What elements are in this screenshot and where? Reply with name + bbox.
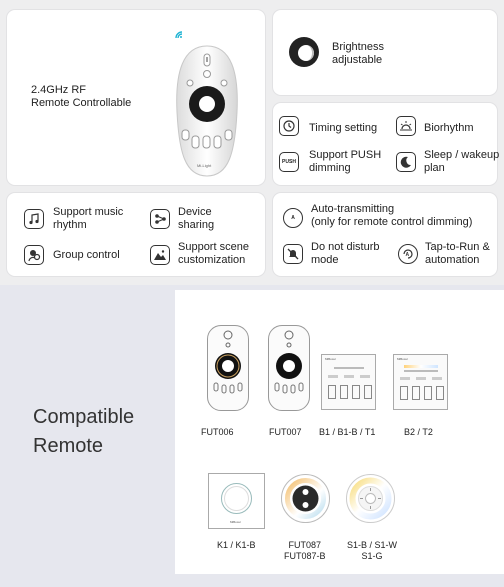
- push-line1: Support PUSH: [309, 149, 382, 161]
- music-note-icon: [24, 209, 44, 229]
- dnd-line2: mode: [311, 254, 339, 266]
- b1-caption: B1 / B1-B / T1: [319, 427, 376, 437]
- svg-text:A: A: [405, 252, 410, 258]
- s1-caption-line2: S1-G: [361, 551, 383, 561]
- k1-caption: K1 / K1-B: [217, 540, 256, 550]
- mountain-icon: [150, 245, 170, 265]
- tap-line1: Tap-to-Run &: [425, 241, 490, 253]
- brightness-card: [273, 10, 497, 95]
- compatible-title-line1: Compatible: [33, 406, 135, 428]
- b1-brand: MiBoxer: [325, 357, 337, 361]
- fut007-caption: FUT007: [269, 427, 302, 437]
- svg-text:z: z: [407, 157, 409, 162]
- device-line1: Device: [178, 206, 212, 218]
- push-line2: dimming: [309, 162, 351, 174]
- b2-panel-image: [393, 354, 448, 410]
- compatible-remotes-panel: [175, 290, 504, 574]
- dnd-line1: Do not disturb: [311, 241, 380, 253]
- group-icon: [24, 245, 44, 265]
- share-icon: [150, 209, 170, 229]
- auto-line2: (only for remote control dimming): [311, 216, 473, 228]
- rf-label-line2: Remote Controllable: [31, 97, 132, 109]
- scene-line2: customization: [178, 254, 246, 266]
- rf-label-line1: 2.4GHz RF: [31, 84, 87, 96]
- fut007-image: [268, 325, 310, 411]
- sleep-line1: Sleep / wakeup: [424, 149, 500, 161]
- no-disturb-icon: [283, 244, 303, 264]
- k1-panel-image: [208, 473, 265, 529]
- auto-line1: Auto-transmitting: [311, 203, 395, 215]
- brightness-ring-icon: [288, 36, 320, 68]
- auto-icon: A: [283, 208, 303, 228]
- fut087-caption-line1: FUT087: [288, 540, 322, 550]
- tap-run-icon: [398, 244, 418, 264]
- fut087-caption: [284, 540, 326, 562]
- tap-line2: automation: [425, 254, 480, 266]
- remote-illustration: [173, 42, 241, 182]
- fut006-caption: FUT006: [201, 427, 234, 437]
- group-label: Group control: [53, 249, 120, 261]
- rf-remote-card: [7, 10, 265, 185]
- timer-icon: [279, 116, 299, 136]
- b1-panel-image: [321, 354, 376, 410]
- s1-image: [345, 473, 396, 524]
- automation-card: [273, 193, 497, 276]
- fut006-image: [207, 325, 249, 411]
- features-card: [273, 103, 500, 185]
- scene-line1: Support scene: [178, 241, 249, 253]
- biorhythm-label: Biorhythm: [424, 122, 474, 134]
- s1-caption-line1: S1-B / S1-W: [347, 540, 398, 550]
- moon-icon: [396, 152, 416, 172]
- remote-brand-text: Mi-Light: [197, 163, 212, 168]
- b2-caption: B2 / T2: [404, 427, 433, 437]
- device-line2: sharing: [178, 219, 215, 231]
- compatible-title: [33, 403, 134, 461]
- brightness-line2: adjustable: [332, 54, 383, 66]
- app-features-card: [7, 193, 265, 276]
- push-icon-text: PUSH: [282, 159, 296, 165]
- compatible-title-line2: Remote: [33, 435, 104, 457]
- k1-brand: MiBoxer: [230, 520, 242, 524]
- sleep-line2: plan: [424, 162, 445, 174]
- push-icon: [279, 152, 299, 172]
- sunrise-icon: [396, 116, 416, 136]
- wifi-signal-icon: [174, 28, 188, 42]
- brightness-line1: Brightness: [332, 41, 384, 53]
- music-line2: rhythm: [53, 219, 87, 231]
- s1-caption: [347, 540, 397, 562]
- timing-label: Timing setting: [309, 122, 378, 134]
- b2-brand: MiBoxer: [397, 357, 409, 361]
- music-line1: Support music: [53, 206, 124, 218]
- fut087-image: [280, 473, 331, 524]
- fut087-caption-line2: FUT087-B: [284, 551, 326, 561]
